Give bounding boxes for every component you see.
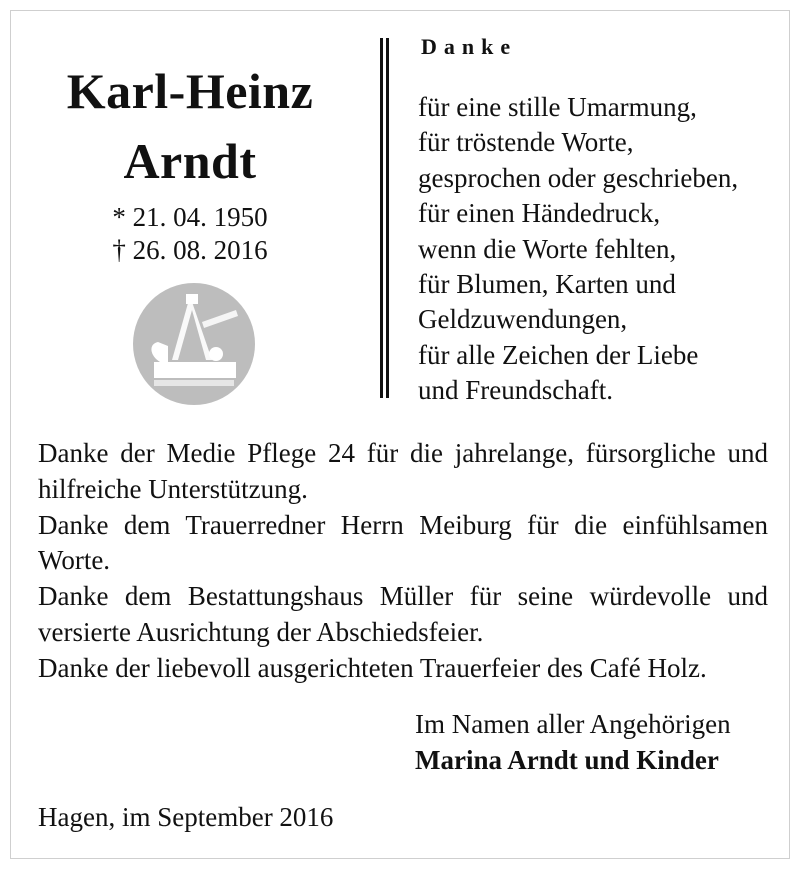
poem-line: für alle Zeichen der Liebe <box>418 339 699 370</box>
poem-line: für Blumen, Karten und <box>418 269 676 300</box>
poem-line: Geldzuwendungen, <box>418 304 628 335</box>
thanks-body <box>38 436 768 687</box>
poem-line: und Freundschaft. <box>418 375 613 406</box>
thanks-poem <box>418 90 798 409</box>
birth-date: * 21. 04. 1950 <box>112 202 268 232</box>
poem-line: gesprochen oder geschrieben, <box>418 162 739 193</box>
body-paragraph: Danke der liebevoll ausgerichteten Trauerfeier des Café Holz. <box>38 652 707 683</box>
signature-intro: Im Namen aller Angehörigen <box>415 709 731 739</box>
body-paragraph: Danke dem Trauerredner Herrn Meiburg für die einfühlsamen Worte. <box>38 509 768 576</box>
poem-line: für einen Händedruck, <box>418 198 661 229</box>
signature-block <box>415 706 731 778</box>
poem-line: für eine stille Umarmung, <box>418 92 697 122</box>
carpenter-tools-emblem-icon <box>132 282 256 406</box>
divider-line-left <box>380 38 383 398</box>
poem-line: für tröstende Worte, <box>418 127 634 158</box>
poem-line: wenn die Worte fehlten, <box>418 233 677 264</box>
last-name: Arndt <box>123 133 257 189</box>
divider-line-right <box>386 38 389 398</box>
body-paragraph: Danke dem Bestattungshaus Müller für seine würdevolle und versierte Ausrichtung der Abschiedsfeier. <box>38 581 768 647</box>
body-paragraph: Danke der Medie Pflege 24 für die jahrelange, fürsorgliche und hilfreiche Unterstützung. <box>38 438 768 504</box>
signature-names: Marina Arndt und Kinder <box>415 745 719 775</box>
place-date: Hagen, im September 2016 <box>38 802 334 832</box>
first-name: Karl-Heinz <box>66 63 314 119</box>
death-date: † 26. 08. 2016 <box>112 235 268 265</box>
thanks-heading: Danke <box>421 34 518 59</box>
